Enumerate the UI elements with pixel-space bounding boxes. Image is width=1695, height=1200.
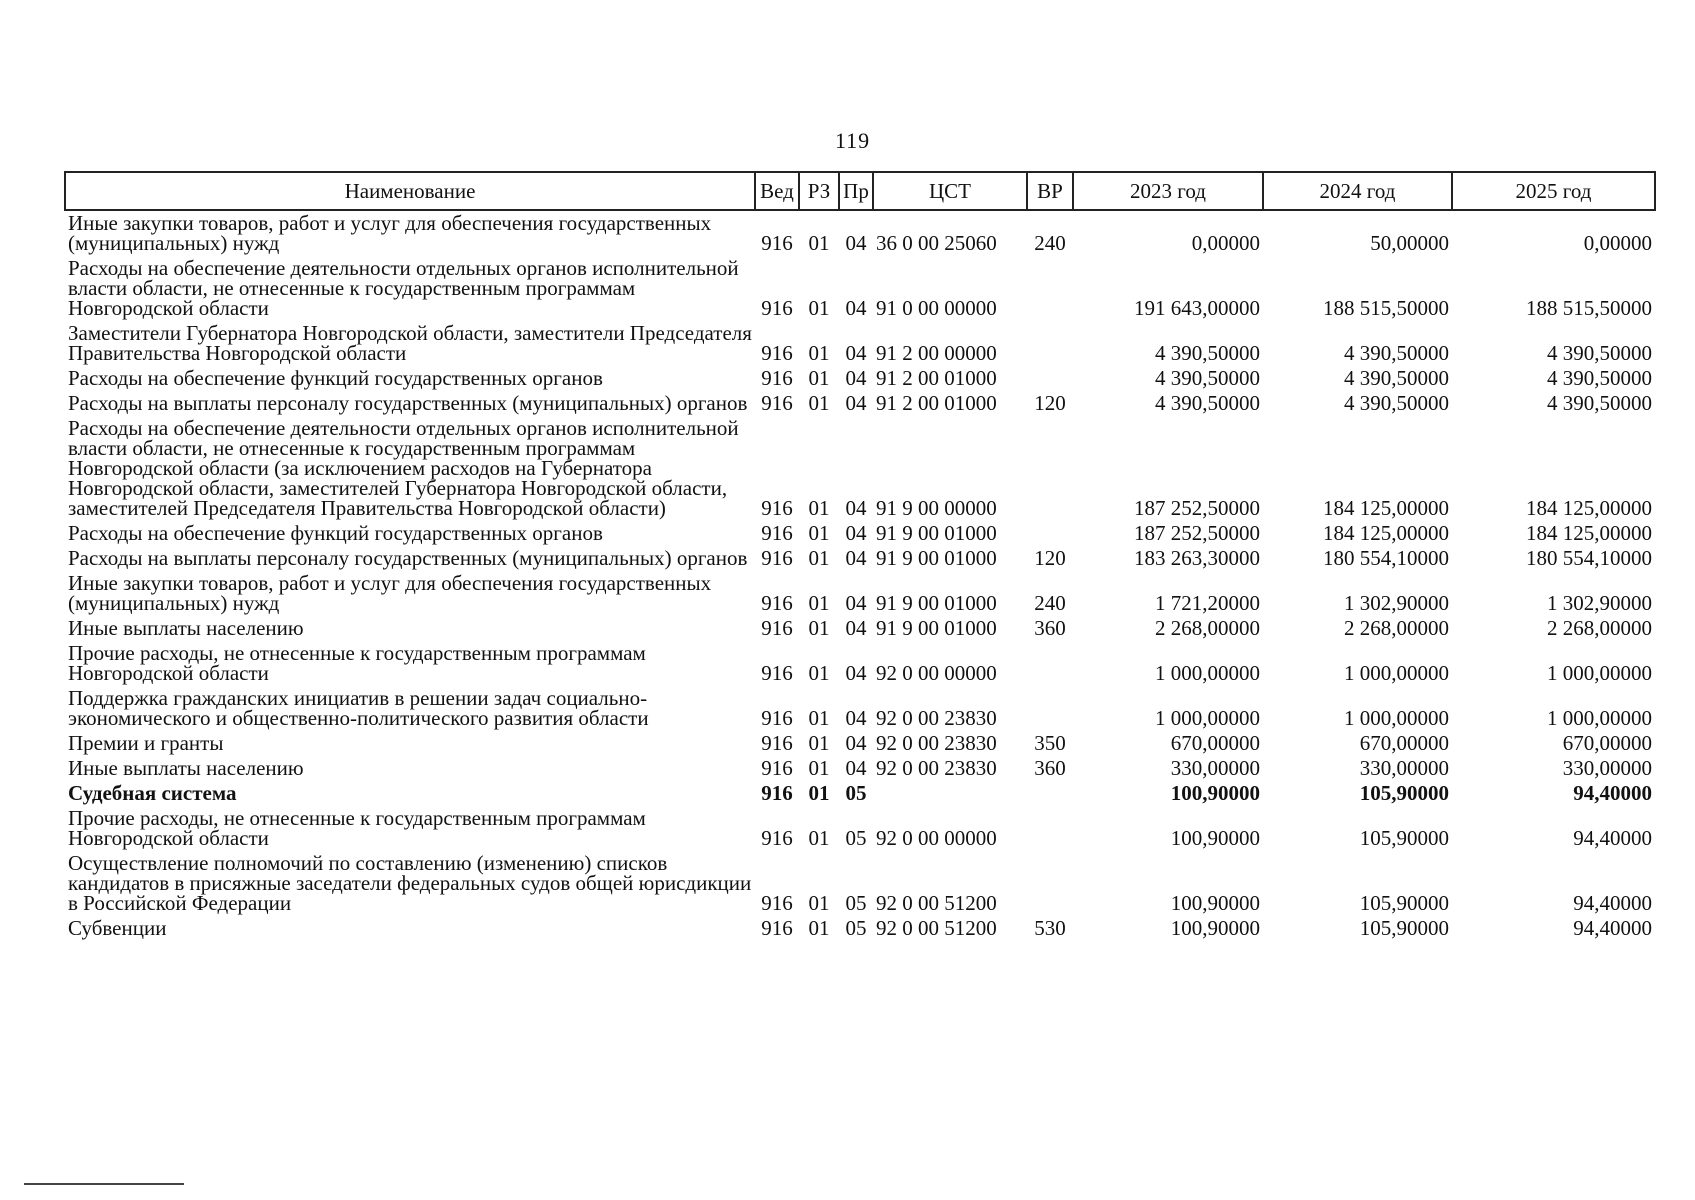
cell-pr: 05	[845, 916, 867, 940]
cell-rz: 01	[808, 521, 830, 545]
cell-2024: 2 268,00000	[1344, 616, 1449, 640]
cell-pr: 04	[845, 391, 867, 415]
cell-name: Иные закупки товаров, работ и услуг для обеспечения государственных (муниципальных) нужд	[68, 571, 712, 615]
cell-cst: 36 0 00 25060	[876, 231, 997, 255]
cell-2024: 105,90000	[1359, 916, 1449, 940]
cell-cst: 92 0 00 23830	[876, 756, 997, 780]
table-row	[65, 756, 1655, 781]
cell-ved: 916	[761, 546, 793, 570]
header-2023: 2023 год	[1073, 172, 1263, 210]
header-name: Наименование	[65, 172, 755, 210]
cell-pr: 04	[845, 496, 867, 520]
cell-pr: 04	[845, 341, 867, 365]
cell-ved: 916	[761, 496, 793, 520]
cell-name: Прочие расходы, не отнесенные к государственным программам Новгородской области	[68, 806, 646, 850]
cell-ved: 916	[761, 781, 793, 805]
cell-2025: 94,40000	[1573, 916, 1652, 940]
cell-rz: 01	[808, 731, 830, 755]
cell-2023: 330,00000	[1170, 756, 1260, 780]
cell-vr: 360	[1034, 616, 1066, 640]
cell-2025: 1 000,00000	[1547, 706, 1652, 730]
cell-name: Заместители Губернатора Новгородской области, заместители Председателя Правительства Новгородской области	[68, 321, 752, 365]
cell-2025: 94,40000	[1573, 781, 1652, 805]
cell-2025: 4 390,50000	[1547, 391, 1652, 415]
cell-pr: 04	[845, 231, 867, 255]
cell-rz: 01	[808, 826, 830, 850]
cell-rz: 01	[808, 616, 830, 640]
table-row	[65, 416, 1655, 521]
header-rz: РЗ	[799, 172, 839, 210]
cell-2023: 100,90000	[1170, 891, 1260, 915]
cell-rz: 01	[808, 661, 830, 685]
cell-2025: 184 125,00000	[1526, 521, 1652, 545]
table-row	[65, 806, 1655, 851]
page-number: 119	[835, 128, 871, 153]
table-row	[65, 256, 1655, 321]
cell-rz: 01	[808, 366, 830, 390]
cell-name: Иные выплаты населению	[68, 616, 304, 640]
header-2025: 2025 год	[1452, 172, 1655, 210]
cell-2025: 188 515,50000	[1526, 296, 1652, 320]
cell-2023: 2 268,00000	[1155, 616, 1260, 640]
cell-cst: 91 9 00 01000	[876, 546, 997, 570]
cell-rz: 01	[808, 391, 830, 415]
cell-vr	[1027, 781, 1073, 806]
cell-rz: 01	[808, 546, 830, 570]
cell-rz: 01	[808, 591, 830, 615]
cell-2025: 1 000,00000	[1547, 661, 1652, 685]
cell-ved: 916	[761, 366, 793, 390]
cell-vr	[1027, 641, 1073, 686]
cell-pr: 05	[845, 781, 867, 805]
cell-pr: 04	[845, 521, 867, 545]
cell-2023: 187 252,50000	[1134, 496, 1260, 520]
cell-name: Расходы на выплаты персоналу государственных (муниципальных) органов	[68, 391, 748, 415]
cell-rz: 01	[808, 341, 830, 365]
cell-name: Расходы на выплаты персоналу государственных (муниципальных) органов	[68, 546, 748, 570]
cell-cst: 91 9 00 01000	[876, 521, 997, 545]
cell-cst: 91 9 00 01000	[876, 591, 997, 615]
cell-cst: 92 0 00 00000	[876, 826, 997, 850]
cell-2023: 670,00000	[1170, 731, 1260, 755]
cell-2024: 105,90000	[1359, 781, 1449, 805]
cell-pr: 05	[845, 891, 867, 915]
table-row	[65, 851, 1655, 916]
cell-cst	[873, 781, 1027, 806]
cell-2023: 4 390,50000	[1155, 391, 1260, 415]
cell-2024: 188 515,50000	[1323, 296, 1449, 320]
table-row	[65, 571, 1655, 616]
cell-2025: 180 554,10000	[1526, 546, 1652, 570]
cell-name: Расходы на обеспечение функций государственных органов	[68, 366, 603, 390]
cell-2023: 183 263,30000	[1134, 546, 1260, 570]
header-2024: 2024 год	[1263, 172, 1452, 210]
cell-2024: 4 390,50000	[1344, 391, 1449, 415]
cell-name: Судебная система	[68, 781, 237, 805]
cell-vr	[1027, 806, 1073, 851]
cell-2024: 184 125,00000	[1323, 496, 1449, 520]
cell-2023: 4 390,50000	[1155, 341, 1260, 365]
cell-2024: 330,00000	[1359, 756, 1449, 780]
cell-pr: 05	[845, 826, 867, 850]
cell-2024: 4 390,50000	[1344, 341, 1449, 365]
cell-cst: 91 9 00 00000	[876, 496, 997, 520]
cell-name: Расходы на обеспечение функций государственных органов	[68, 521, 603, 545]
cell-2023: 191 643,00000	[1134, 296, 1260, 320]
cell-2023: 1 000,00000	[1155, 706, 1260, 730]
cell-2025: 94,40000	[1573, 826, 1652, 850]
cell-ved: 916	[761, 731, 793, 755]
cell-cst: 92 0 00 23830	[876, 731, 997, 755]
cell-ved: 916	[761, 591, 793, 615]
header-vr: ВР	[1027, 172, 1073, 210]
cell-name: Премии и гранты	[68, 731, 224, 755]
cell-rz: 01	[808, 781, 830, 805]
cell-vr	[1027, 521, 1073, 546]
cell-vr: 240	[1034, 231, 1066, 255]
header-ved: Вед	[755, 172, 799, 210]
cell-2024: 105,90000	[1359, 891, 1449, 915]
cell-2025: 1 302,90000	[1547, 591, 1652, 615]
cell-ved: 916	[761, 391, 793, 415]
cell-rz: 01	[808, 891, 830, 915]
cell-2025: 4 390,50000	[1547, 366, 1652, 390]
table-row	[65, 781, 1655, 806]
cell-cst: 91 2 00 01000	[876, 391, 997, 415]
cell-cst: 92 0 00 23830	[876, 706, 997, 730]
table-row	[65, 321, 1655, 366]
cell-pr: 04	[845, 731, 867, 755]
cell-2024: 105,90000	[1359, 826, 1449, 850]
cell-rz: 01	[808, 231, 830, 255]
cell-2024: 1 000,00000	[1344, 661, 1449, 685]
table-row	[65, 616, 1655, 641]
cell-ved: 916	[761, 916, 793, 940]
cell-2024: 1 000,00000	[1344, 706, 1449, 730]
cell-ved: 916	[761, 891, 793, 915]
cell-vr: 120	[1034, 546, 1066, 570]
cell-pr: 04	[845, 546, 867, 570]
cell-2023: 100,90000	[1170, 916, 1260, 940]
budget-table	[64, 171, 1656, 941]
table-row	[65, 731, 1655, 756]
table-header-row	[65, 172, 1655, 210]
cell-cst: 91 0 00 00000	[876, 296, 997, 320]
cell-vr: 120	[1034, 391, 1066, 415]
table-row	[65, 546, 1655, 571]
cell-2025: 184 125,00000	[1526, 496, 1652, 520]
cell-cst: 91 9 00 01000	[876, 616, 997, 640]
cell-name: Прочие расходы, не отнесенные к государственным программам Новгородской области	[68, 641, 646, 685]
cell-rz: 01	[808, 496, 830, 520]
cell-2023: 100,90000	[1170, 781, 1260, 805]
cell-pr: 04	[845, 756, 867, 780]
cell-cst: 91 2 00 00000	[876, 341, 997, 365]
cell-2025: 330,00000	[1562, 756, 1652, 780]
table-row	[65, 391, 1655, 416]
cell-name: Расходы на обеспечение деятельности отдельных органов исполнительной власти области, не отнесенные к государственным программам Новгородской области	[68, 256, 739, 320]
cell-2025: 2 268,00000	[1547, 616, 1652, 640]
table-row	[65, 641, 1655, 686]
cell-2023: 4 390,50000	[1155, 366, 1260, 390]
cell-2024: 670,00000	[1359, 731, 1449, 755]
cell-cst: 92 0 00 51200	[876, 891, 997, 915]
cell-2024: 50,00000	[1370, 231, 1449, 255]
cell-ved: 916	[761, 616, 793, 640]
footer-divider	[24, 1183, 184, 1185]
cell-2024: 184 125,00000	[1323, 521, 1449, 545]
cell-vr	[1027, 256, 1073, 321]
cell-name: Субвенции	[68, 916, 167, 940]
cell-ved: 916	[761, 826, 793, 850]
cell-pr: 04	[845, 296, 867, 320]
cell-2025: 0,00000	[1583, 231, 1652, 255]
cell-name: Поддержка гражданских инициатив в решении задач социально-экономического и общественно-политического развития области	[68, 686, 649, 730]
cell-rz: 01	[808, 706, 830, 730]
cell-pr: 04	[845, 591, 867, 615]
cell-2025: 670,00000	[1562, 731, 1652, 755]
cell-vr: 360	[1034, 756, 1066, 780]
cell-pr: 04	[845, 366, 867, 390]
header-cst: ЦСТ	[873, 172, 1027, 210]
header-pr: Пр	[839, 172, 873, 210]
cell-vr: 350	[1034, 731, 1066, 755]
cell-ved: 916	[761, 341, 793, 365]
cell-name: Расходы на обеспечение деятельности отдельных органов исполнительной власти области, не отнесенные к государственным программам Новгородской области (за исключением расходов на Губернатора Новгородской области, заместителей Губернатора Новгородской области, заместителей Председателя Правительства Новгородской области)	[68, 416, 739, 520]
table-row	[65, 686, 1655, 731]
cell-vr	[1027, 416, 1073, 521]
cell-ved: 916	[761, 296, 793, 320]
cell-2024: 1 302,90000	[1344, 591, 1449, 615]
cell-vr: 240	[1034, 591, 1066, 615]
cell-cst: 92 0 00 00000	[876, 661, 997, 685]
cell-cst: 92 0 00 51200	[876, 916, 997, 940]
cell-vr	[1027, 321, 1073, 366]
cell-name: Осуществление полномочий по составлению (изменению) списков кандидатов в присяжные заседатели федеральных судов общей юрисдикции в Российской Федерации	[68, 851, 752, 915]
cell-vr	[1027, 851, 1073, 916]
cell-ved: 916	[761, 756, 793, 780]
cell-ved: 916	[761, 661, 793, 685]
cell-2025: 94,40000	[1573, 891, 1652, 915]
cell-name: Иные закупки товаров, работ и услуг для обеспечения государственных (муниципальных) нужд	[68, 211, 712, 255]
cell-rz: 01	[808, 756, 830, 780]
cell-2025: 4 390,50000	[1547, 341, 1652, 365]
table-row	[65, 521, 1655, 546]
cell-2023: 1 000,00000	[1155, 661, 1260, 685]
cell-2024: 180 554,10000	[1323, 546, 1449, 570]
cell-2024: 4 390,50000	[1344, 366, 1449, 390]
cell-rz: 01	[808, 916, 830, 940]
cell-cst: 91 2 00 01000	[876, 366, 997, 390]
cell-vr	[1027, 686, 1073, 731]
cell-ved: 916	[761, 706, 793, 730]
cell-2023: 1 721,20000	[1155, 591, 1260, 615]
cell-pr: 04	[845, 706, 867, 730]
cell-vr	[1027, 366, 1073, 391]
cell-vr: 530	[1034, 916, 1066, 940]
cell-ved: 916	[761, 231, 793, 255]
table-row	[65, 366, 1655, 391]
cell-pr: 04	[845, 616, 867, 640]
cell-ved: 916	[761, 521, 793, 545]
cell-2023: 0,00000	[1191, 231, 1260, 255]
cell-name: Иные выплаты населению	[68, 756, 304, 780]
cell-rz: 01	[808, 296, 830, 320]
table-body	[65, 210, 1655, 941]
table-row	[65, 210, 1655, 256]
cell-2023: 187 252,50000	[1134, 521, 1260, 545]
cell-pr: 04	[845, 661, 867, 685]
table-row	[65, 916, 1655, 941]
cell-2023: 100,90000	[1170, 826, 1260, 850]
